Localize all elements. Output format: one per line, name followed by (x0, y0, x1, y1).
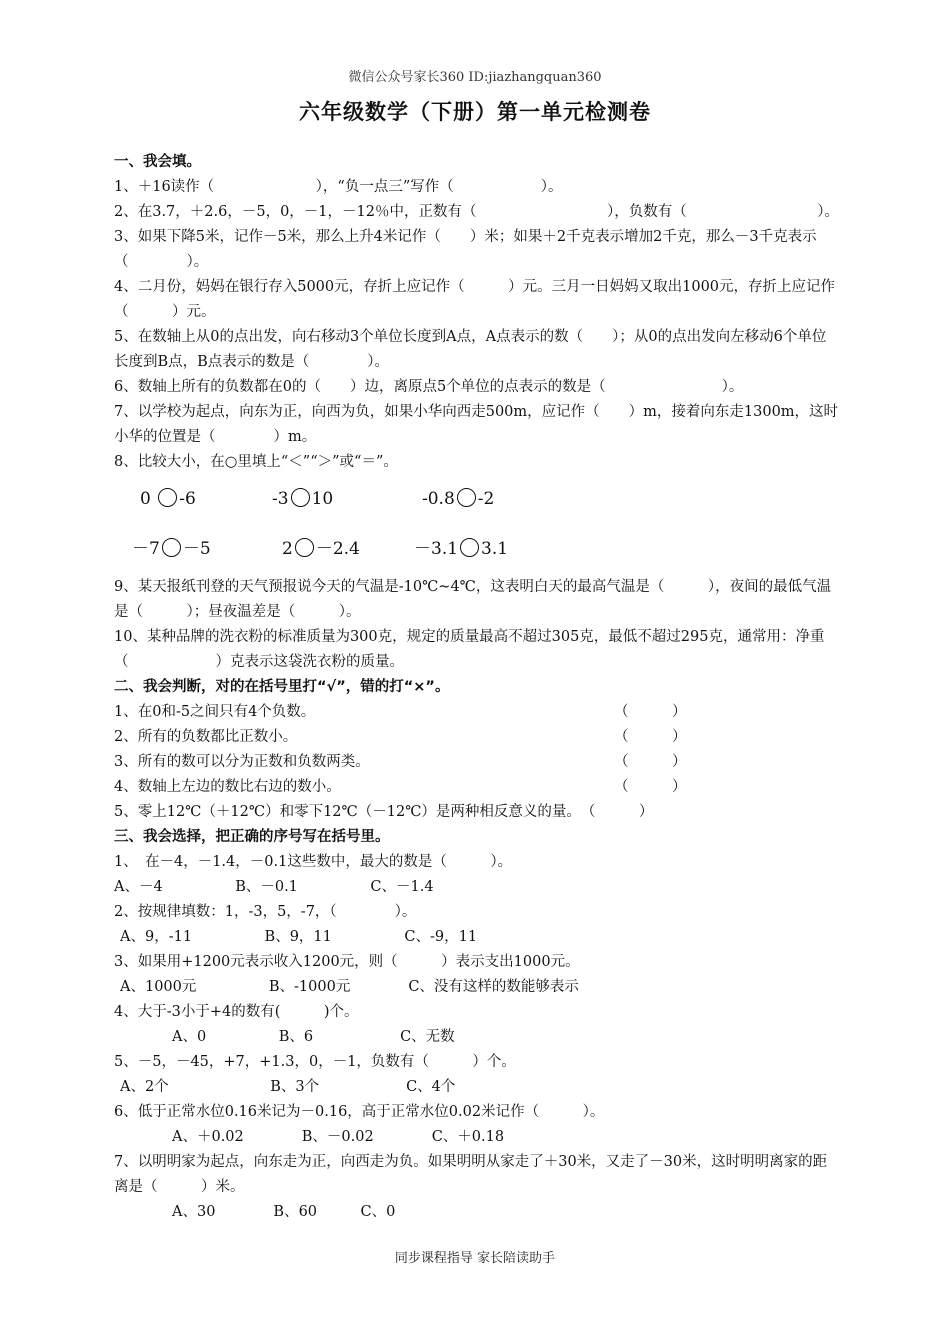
s3-question-2: 2、按规律填数：1，-3，5，-7，（ ）。 (114, 904, 417, 920)
worksheet-content (114, 150, 840, 1225)
compare-circle[interactable] (162, 538, 181, 557)
answer-bracket[interactable]: （ ） (614, 704, 687, 720)
s3-question-6: 6、低于正常水位0.16米记为－0.16，高于正常水位0.02米记作（ ）。 (114, 1104, 605, 1120)
s1-question-8: 8、比较大小，在○里填上“＜”“＞”或“＝”。 (114, 454, 398, 470)
s1-question-1: 1、＋16读作（ ），“负一点三”写作（ ）。 (114, 179, 563, 195)
s3-question-4: 4、大于-3小于+4的数有( )个。 (114, 1004, 359, 1020)
judge-item: 1、在0和-5之间只有4个负数。 （ ） (114, 700, 840, 725)
compare-row-2 (114, 525, 840, 575)
s3-question-5: 5、－5，－45，+7，+1.3，0，－1，负数有（ ）个。 (114, 1054, 516, 1070)
section1-heading: 一、我会填。 (114, 154, 201, 170)
s1-question-6: 6、数轴上所有的负数都在0的（ ）边，离原点5个单位的点表示的数是（ ）。 (114, 379, 744, 395)
compare-row-1 (114, 475, 840, 525)
s1-question-2: 2、在3.7，＋2.6，－5，0，－1，－12％中，正数有（ ），负数有（ ）。 (114, 204, 839, 220)
compare-circle[interactable] (460, 538, 479, 557)
compare-item: -0.8 -2 (422, 489, 495, 509)
s1-question-4: 4、二月份，妈妈在银行存入5000元，存折上应记作（ ）元。三月一日妈妈又取出1000元，存折上应记作（ ）元。 (114, 279, 836, 320)
answer-bracket[interactable]: （ ） (614, 729, 687, 745)
section2-heading: 二、我会判断，对的在括号里打“√”，错的打“×”。 (114, 679, 450, 695)
compare-item: -3 10 (272, 489, 334, 509)
judge-item: 2、所有的负数都比正数小。 （ ） (114, 725, 840, 750)
page-header: 微信公众号家长360 ID:jiazhangquan360 (348, 70, 602, 85)
page-footer: 同步课程指导 家长陪读助手 (394, 1251, 556, 1266)
compare-circle[interactable] (158, 488, 177, 507)
s1-question-7: 7、以学校为起点，向东为正，向西为负，如果小华向西走500m，应记作（ ）m，接着向东走1300m，这时小华的位置是（ ）m。 (114, 404, 839, 445)
s3-options-5: A、2个 B、3个 C、4个 (120, 1079, 456, 1095)
page-title: 六年级数学（下册）第一单元检测卷 (299, 99, 651, 124)
compare-circle[interactable] (457, 488, 476, 507)
compare-item: 0 -6 (140, 489, 196, 509)
judge-item: 3、所有的数可以分为正数和负数两类。 （ ） (114, 750, 840, 775)
s1-question-3: 3、如果下降5米，记作－5米，那么上升4米记作（ ）米；如果＋2千克表示增加2千克，那么－3千克表示（ ）。 (114, 229, 817, 270)
s1-question-9: 9、某天报纸刊登的天气预报说今天的气温是-10℃~4℃，这表明白天的最高气温是（ ），夜间的最低气温是（ ）；昼夜温差是（ ）。 (114, 579, 832, 620)
s3-options-3: A、1000元 B、-1000元 C、没有这样的数能够表示 (120, 979, 579, 995)
section3-heading: 三、我会选择，把正确的序号写在括号里。 (114, 829, 390, 845)
answer-bracket[interactable]: （ ） (614, 754, 687, 770)
judge-item-5: 5、零上12℃（＋12℃）和零下12℃（－12℃）是两种相反意义的量。 （ ） (114, 804, 654, 820)
s1-question-10: 10、某种品牌的洗衣粉的标准质量为300克，规定的质量最高不超过305克，最低不超过295克，通常用：净重（ ）克表示这袋洗衣粉的质量。 (114, 629, 825, 670)
compare-item: －3.1 3.1 (414, 539, 509, 559)
judge-item: 4、数轴上左边的数比右边的数小。 （ ） (114, 775, 840, 800)
s3-question-3: 3、如果用+1200元表示收入1200元，则（ ）表示支出1000元。 (114, 954, 580, 970)
compare-circle[interactable] (291, 488, 310, 507)
compare-circle[interactable] (295, 538, 314, 557)
s1-question-5: 5、在数轴上从0的点出发，向右移动3个单位长度到A点，A点表示的数（ ）；从0的点出发向左移动6个单位长度到B点，B点表示的数是（ ）。 (114, 329, 827, 370)
s3-options-7: A、30 B、60 C、0 (172, 1204, 396, 1220)
compare-item: －7 －5 (132, 539, 211, 559)
s3-options-4: A、0 B、6 C、无数 (172, 1029, 455, 1045)
s3-question-7: 7、以明明家为起点，向东走为正，向西走为负。如果明明从家走了＋30米，又走了－30米，这时明明离家的距离是（ ）米。 (114, 1154, 828, 1195)
s3-question-1: 1、 在－4，－1.4，－0.1这些数中，最大的数是（ ）。 (114, 854, 513, 870)
s3-options-1: A、－4 B、－0.1 C、－1.4 (114, 879, 434, 895)
s3-options-2: A、9，-11 B、9，11 C、-9，11 (120, 929, 478, 945)
answer-bracket[interactable]: （ ） (614, 779, 687, 795)
compare-item: 2 －2.4 (282, 539, 360, 559)
s3-options-6: A、＋0.02 B、－0.02 C、＋0.18 (172, 1129, 505, 1145)
